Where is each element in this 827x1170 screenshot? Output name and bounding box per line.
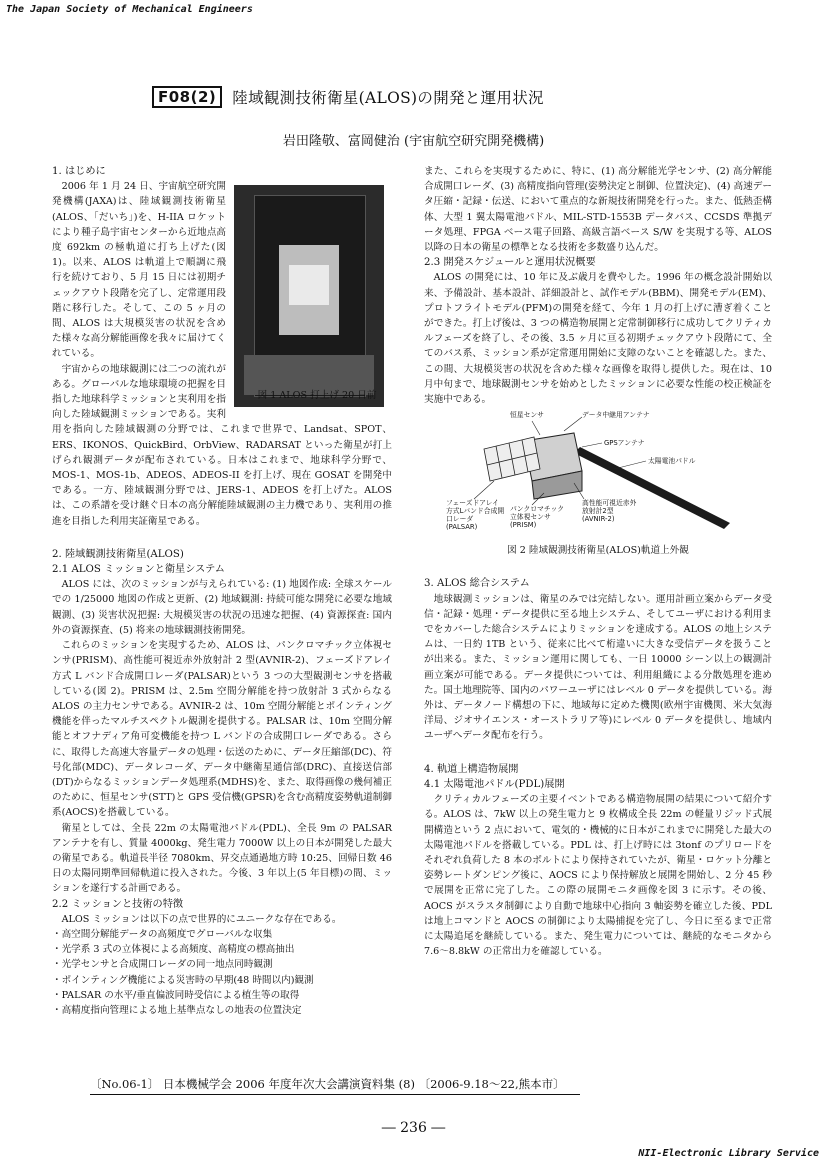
paragraph: ALOS の開発には、10 年に及ぶ歳月を費やした。1996 年の概念設計開始以来、予備設計、基本設計、詳細設計と、試作モデル(BBM)、開発モデル(EM)、プロトフライトモデル(PFM)の開発を経て、今年 1 月の打上げに漕ぎ着くことができた。打上げ後は、3 つの構造物展開と定常制御移行に成功してクリティカルフェーズを終了し、その後、3.5 ヶ月に亘る初期チェックアウト段階にて、全てのバス系、ミッション系が定常運用開始に支障のないことを確認した。また、この間、大規模災害の状況を含めた様々な画像を取得し提供した。現在は、10 月中旬まで、地球観測センサを始めとしたミッションに必要な性能の校正検証を実施中である。 bbox=[424, 272, 772, 406]
paper-code: F08(2) bbox=[152, 86, 222, 108]
paragraph: 2006 年 1 月 24 日、宇宙航空研究開発機構(JAXA)は、陸域観測技術衛星(ALOS、「だいち」)を、H-IIA ロケットにより種子島宇宙センターから近地点高度 692km の極軌道に打ち上げた(図 1)。以来、ALOS は軌道上で順調に飛行を続けており、5 月 15 日には初期チェックアウト段階を完了し、定常運用段階に移行した。そして、この 5 ヶ月の間、ALOS は大規模災害の状況を含めた様々な高分解能画像を我々に届けてくれている。 bbox=[52, 181, 226, 360]
label-avnir2: 高性能可視近赤外 放射計2型 (AVNIR-2) bbox=[582, 499, 637, 524]
figure-2 bbox=[424, 411, 772, 541]
section-4-1-heading: 4.1 太陽電池パドル(PDL)展開 bbox=[424, 778, 565, 790]
section-4-heading: 4. 軌道上構造物展開 bbox=[424, 763, 519, 775]
label-palsar: フェーズドアレイ 方式Lバンド合成開 口レーダ (PALSAR) bbox=[446, 499, 505, 532]
title-row bbox=[152, 86, 544, 108]
left-column bbox=[52, 164, 392, 1018]
list-item: ・PALSAR の水平/垂直偏波同時受信による植生等の取得 bbox=[52, 989, 300, 1001]
paragraph: また、これらを実現するために、特に、(1) 高分解能光学センサ、(2) 高分解能合成開口レーダ、(3) 高精度指向管理(姿勢決定と制御、位置決定)、(4) 高速データ圧縮・記録・伝送、において重点的な新規技術開発を行った。また、低熱歪構体、大型 1 翼太陽電池パドル、MIL-STD-1553B データバス、CCSDS 準拠データ処理、FPGA ベース電子回路、高級言語ベース S/W を実現する等、ALOS 以降の日本の衛星の標準となる技術を多数盛り込んだ。 bbox=[424, 166, 772, 254]
label-star-sensor: 恒星センサ bbox=[510, 411, 544, 420]
paragraph: ALOS ミッションは以下の点で世界的にユニークな存在である。 bbox=[61, 913, 342, 925]
list-item: ・光学系 3 式の立体視による高頻度、高精度の標高抽出 bbox=[52, 944, 295, 956]
list-item: ・ポインティング機能による災害時の早期(48 時間以内)観測 bbox=[52, 974, 314, 986]
paragraph: クリティカルフェーズの主要イベントである構造物展開の結果について紹介する。ALOS は、7kW 以上の発生電力と 9 枚構成全長 22m の軽量リジッド式展開構造という 2 点において、電気的・機械的に日本がこれまでに開発した最大の太陽電池パドルを搭載している。PDL は、打上げ時には 3tonf のプリロードをそれぞれ負荷した 8 本のボルトにより保持されていたが、衛星・ロケット分離と姿勢レートダンピング後に、AOCS により保持解放と展開を開始し、2 分 45 秒で展開を正常に完了した。この際の展開モニタ画像を図 3 に示す。その後、AOCS がスラスタ制御により自動で地球中心指向 3 軸姿勢を確立した後、PDL は地上コマンドと AOCS の制御により太陽捕捉を完了し、今日に至るまで正常に太陽追尾を継続している。また、発生電力については、継続的なモニタから 7.6〜8.8kW の正常出力を確認している。 bbox=[424, 794, 772, 958]
paragraph: ALOS には、次のミッションが与えられている: (1) 地図作成: 全球スケールでの 1/25000 地図の作成と更新、(2) 地域観測: 持続可能な開発に必要な地域観測、(3) 災害状況把握: 大規模災害の状況の迅速な把握、(4) 資源探査: 国内外の資源探査、(5) 将来の地球観測技術開発。 bbox=[52, 579, 392, 636]
proceedings-footer: 〔No.06-1〕 日本機械学会 2006 年度年次大会講演資料集 (8) 〔2006-9.18〜22,熊本市〕 bbox=[90, 1076, 580, 1095]
section-1-heading: 1. はじめに bbox=[52, 166, 106, 177]
paragraph: 衛星としては、全長 22m の太陽電池パドル(PDL)、全長 9m の PALSAR アンテナを有し、質量 4000kg、発生電力 7000W 以上の日本が開発した最大の衛星である。軌道長半径 7080km、昇交点通過地方時 10:25、回帰日数 46 日の太陽同期準回帰軌道に投入された。今後、3 年以上(5 年目標)の間、ミッションを遂行する計画である。 bbox=[52, 822, 392, 895]
figure-1 bbox=[234, 185, 392, 407]
launch-photo bbox=[234, 185, 384, 407]
label-relay-antenna: データ中継用アンテナ bbox=[582, 411, 650, 420]
paragraph: 地球観測ミッションは、衛星のみでは完結しない。運用計画立案からデータ受信・記録・処理・データ提供に至る地上システム、そしてユーザにおける利用までをカバーした総合システムによりミッションを達成する。ALOS の地上システムは、一日約 1TB という、従来に比べて桁違いに大きな受信データを扱うことが出来る。また、ミッション運用に関しても、一日 10000 シーン以上の観測計画立案が可能である。データ提供については、利用組織による分散処理を進めた。国土地理院等、国内のパワーユーザにはレベル 0 データを提供している。海外は、データノード構想の下に、地域毎に定めた機関(欧州宇宙機関、米大気海洋局、ジオサイエンス・オーストラリア等)にレベル 0 データを提供し、地域内ユーザへデータ配布を行う。 bbox=[424, 593, 772, 742]
authors: 岩田隆敬、富岡健治 (宇宙航空研究開発機構) bbox=[282, 134, 545, 149]
figure-1-caption: 図 1 ALOS 打上げ 20 日前 bbox=[257, 390, 377, 401]
library-footer: NII-Electronic Library Service bbox=[638, 1148, 819, 1159]
list-item: ・高精度指向管理による地上基準点なしの地表の位置決定 bbox=[52, 1004, 302, 1016]
society-header: The Japan Society of Mechanical Engineers bbox=[6, 4, 253, 15]
section-2-1-heading: 2.1 ALOS ミッションと衛星システム bbox=[52, 564, 225, 576]
label-prism: パンクロマチック 立体視センサ (PRISM) bbox=[510, 505, 565, 530]
right-column bbox=[424, 164, 772, 959]
page-number: ― 236 ― bbox=[381, 1120, 446, 1136]
list-item: ・光学センサと合成開口レーダの同一地点同時観測 bbox=[52, 959, 273, 971]
paper-title: 陸域観測技術衛星(ALOS)の開発と運用状況 bbox=[232, 89, 544, 107]
paragraph: これらのミッションを実現するため、ALOS は、パンクロマチック立体視センサ(PRISM)、高性能可視近赤外放射計 2 型(AVNIR-2)、フェーズドアレイ方式 L バンド合成開口レーダ(PALSAR)という 3 つの大型観測センサを搭載している(図 2)。PRISM は、2.5m 空間分解能を持つ放射計 3 式からなる ALOS の主力センサである。AVNIR-2 は、10m 空間分解能とポインティング機能を伴ったマルチスペクトル観測を提供する。PALSAR は、10m 空間分解能とオフナディア角可変機能を持つ L バンドの合成開口レーダである。さらに、取得した高速大容量データの処理・伝送のために、データ圧縮部(DC)、符号化部(MDC)、データレコーダ、データ中継衛星通信部(DRC)、直接送信部(DT)からなるミッションデータ処理系(MDHS)を、また、取得画像の幾何補正のために、恒星センサ(STT)と GPS 受信機(GPSR)を含む高精度姿勢軌道制御系(AOCS)を搭載している。 bbox=[52, 640, 392, 819]
paragraph: 宇宙からの地球観測には二つの流れがある。グローバルな地球環境の把握を目指した地球科学ミッションと実利用を指向した陸域観測ミッションである。実利用を指向した陸域観測の分野では、これまで世界で、Landsat、SPOT、ERS、IKONOS、QuickBird、OrbView、RADARSAT といった衛星が打上げられ観測データが配布されている。日本はこれまで、地球科学分野で、MOS-1、MOS-1b、ADEOS、ADEOS-II を打上げ、現在 GOSAT を開発中である。一方、陸域観測分野では、JERS-1、ADEOS を打上げた。ALOS は、この系譜を受け継ぐ日本の高分解能陸域観測の主力機であり、実利用の推進を目指した利用実証衛星である。 bbox=[52, 363, 392, 527]
section-2-2-heading: 2.2 ミッションと技術の特徴 bbox=[52, 898, 184, 910]
figure-2-caption: 図 2 陸域観測技術衛星(ALOS)軌道上外観 bbox=[507, 545, 689, 557]
label-solar-paddle: 太陽電池パドル bbox=[648, 457, 696, 466]
section-2-3-heading: 2.3 開発スケジュールと運用状況概要 bbox=[424, 257, 596, 269]
section-3-heading: 3. ALOS 総合システム bbox=[424, 578, 530, 590]
section-2-heading: 2. 陸域観測技術衛星(ALOS) bbox=[52, 548, 184, 560]
label-gps-antenna: GPSアンテナ bbox=[604, 439, 645, 448]
list-item: ・高空間分解能データの高頻度でグローバルな収集 bbox=[52, 928, 273, 940]
